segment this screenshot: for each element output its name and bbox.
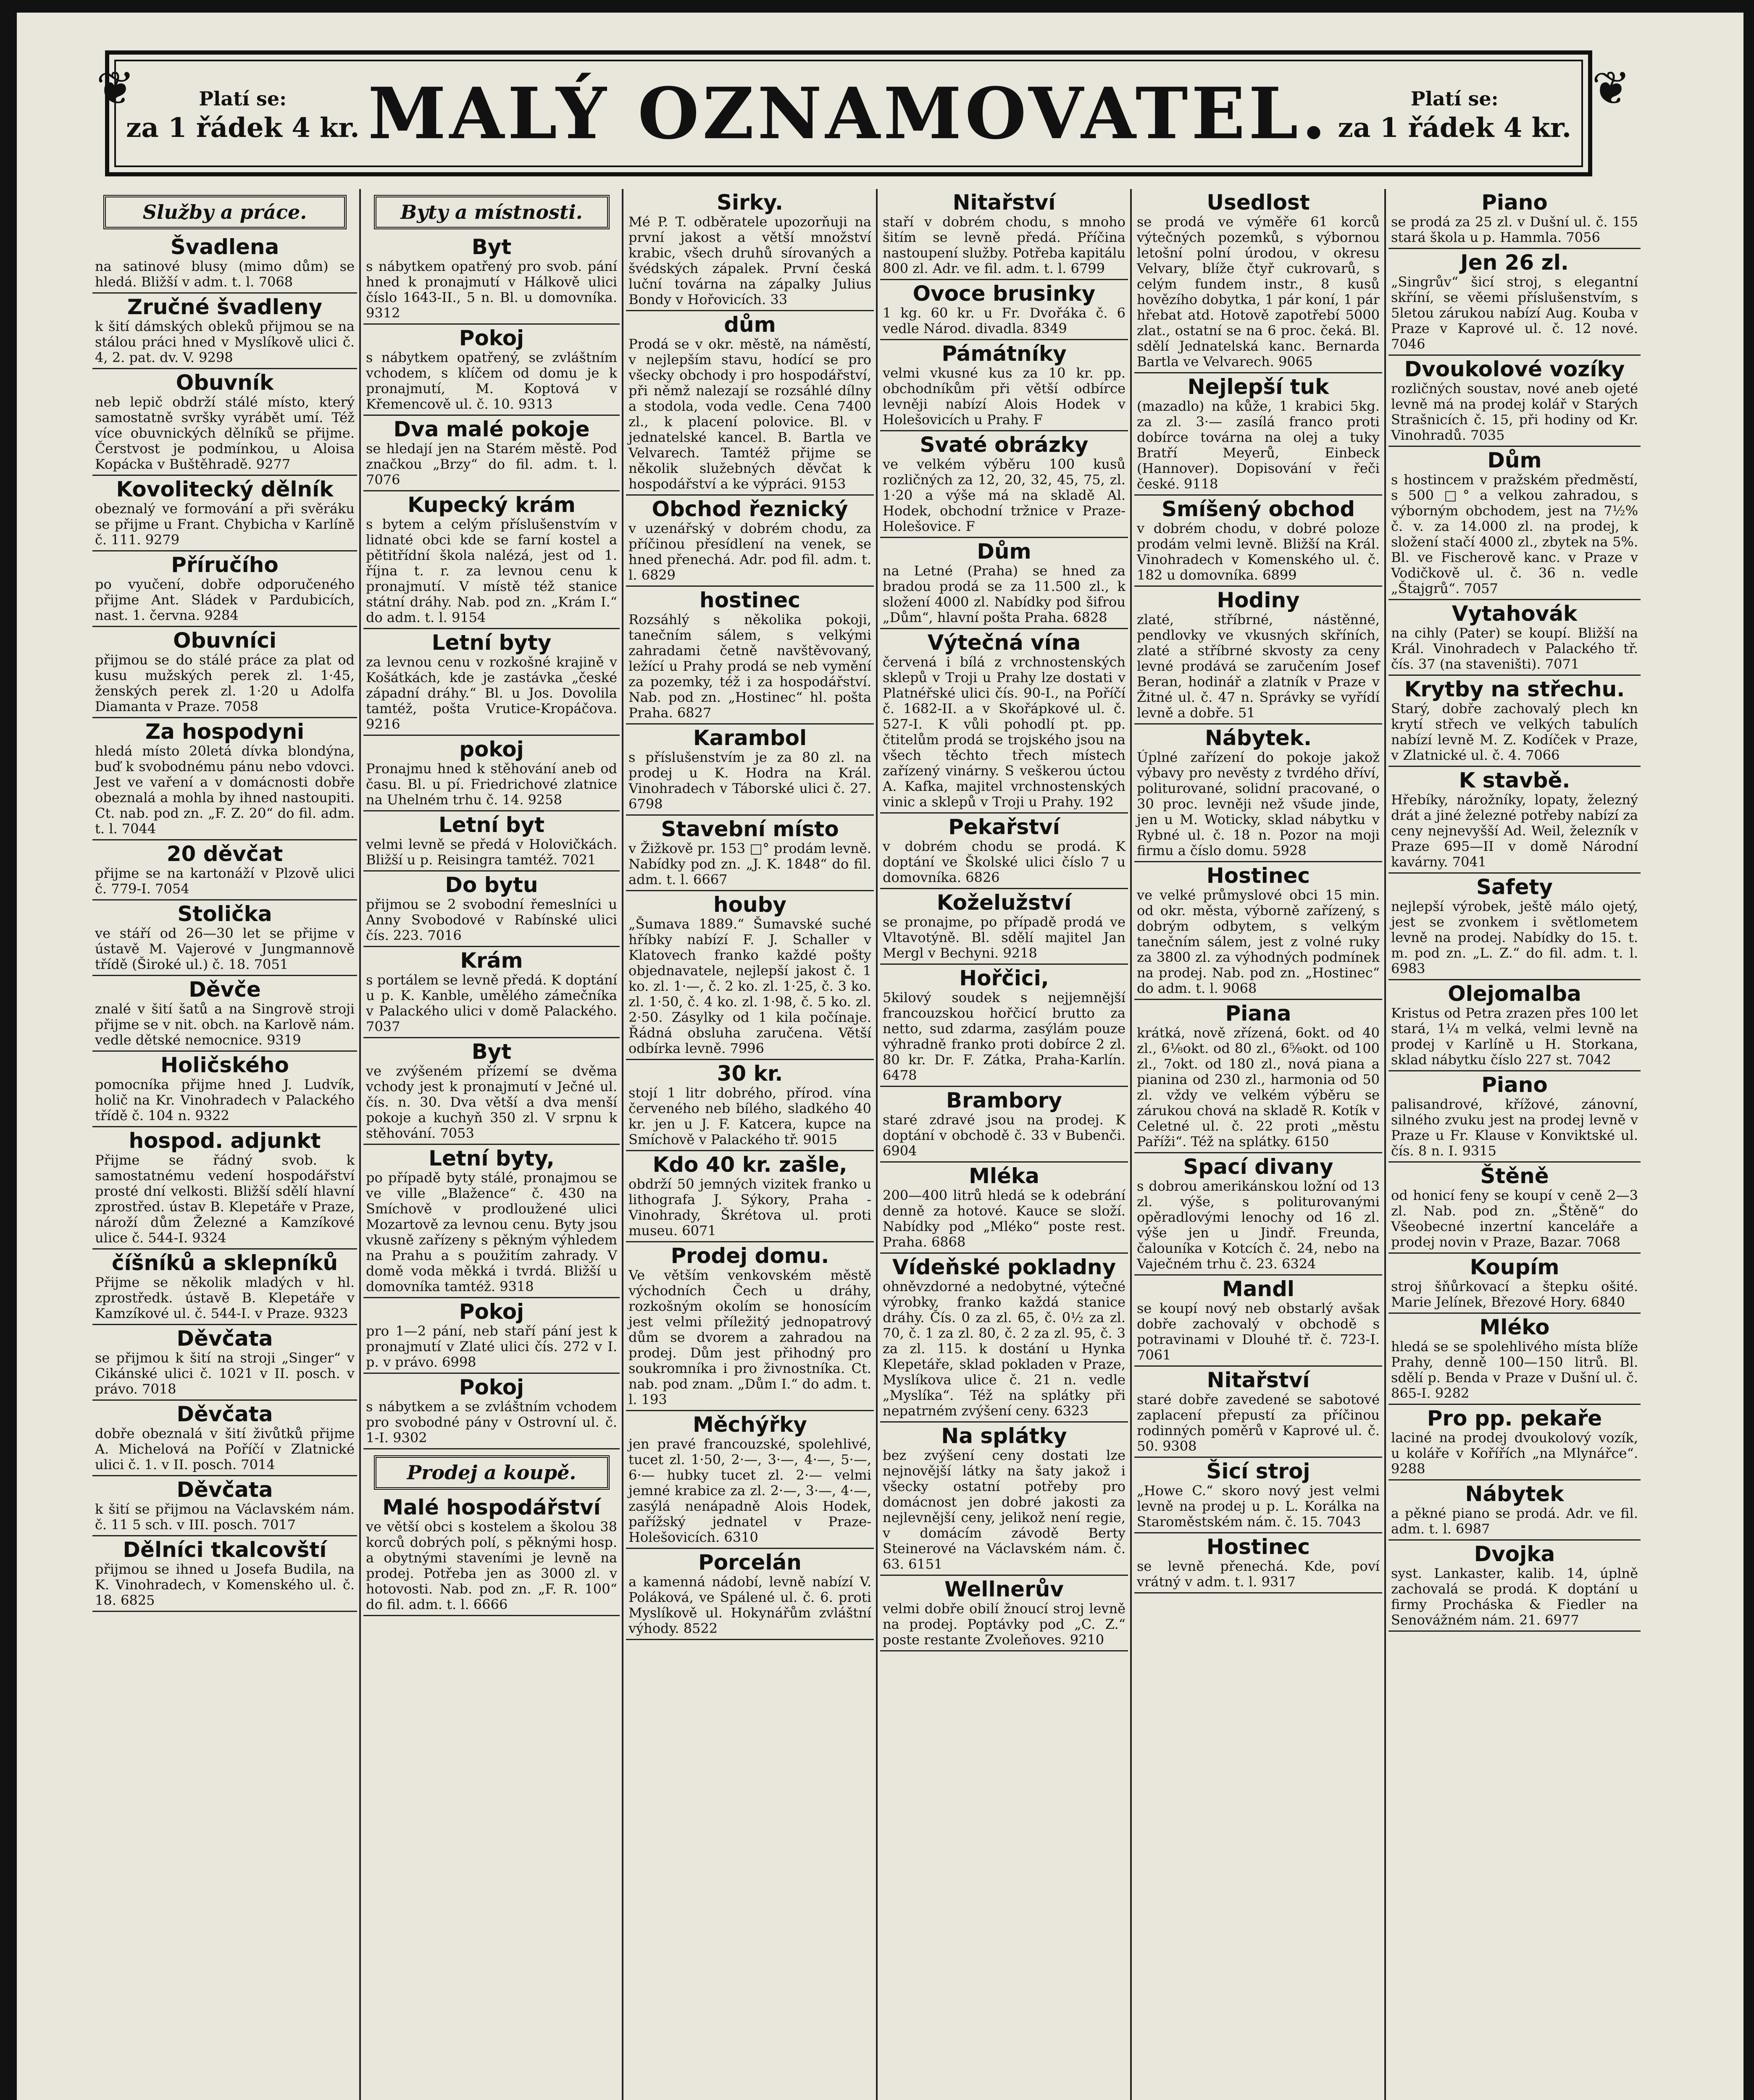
ad-title: Wellnerův (944, 1577, 1064, 1601)
ad-title: 20 děvčat (166, 842, 283, 866)
classified-ad (880, 965, 1128, 1087)
ad-text: Kristus od Petra zrazen přes 100 let stará, 1¼ m velká, velmi levně na prodej v Karlíně u H. Storkana, sklad nábytku číslo 227 st. 7042 (1391, 1005, 1638, 1068)
classified-ad (1388, 1541, 1641, 1632)
classified-ad (92, 551, 357, 627)
classified-ad (363, 416, 620, 491)
classified-ad (1388, 767, 1641, 874)
classified-ad (1134, 862, 1382, 1000)
ad-text: Rozsáhlý s několika pokoji, tanečním sálem, s velkými zahradami četně navštěvovaný, ležící u Prahy prodá se neb vymění za pozemky, též i za hospodářství. Nab. pod zn. „Hostinec“ hl. pošta Praha. 6827 (628, 612, 871, 721)
classified-ad (1388, 1071, 1641, 1163)
ad-title: Dělníci tkalcovští (123, 1538, 327, 1562)
ad-text: na cihly (Pater) se koupí. Bližší na Král. Vinohradech v Palackého tř. čís. 37 (na staveništi). 7071 (1391, 625, 1638, 672)
classified-ad (363, 1494, 620, 1616)
ad-title: Dům (977, 539, 1031, 564)
ad-text: stojí 1 litr dobrého, přírod. vína červeného neb bílého, sladkého 40 kr. jen u J. F. Katcera, kupce na Smíchově v Palackého tř. 9015 (628, 1085, 871, 1147)
column-2 (363, 189, 620, 2100)
classified-ad (1388, 1405, 1641, 1480)
classified-ad (1388, 980, 1641, 1071)
classified-ad (626, 1242, 874, 1411)
ad-title: Vytahovák (1452, 601, 1578, 626)
column-rule (359, 189, 361, 2100)
rate-right-top: Platí se: (1410, 87, 1499, 110)
ad-text: bez zvýšení ceny dostati lze nejnovější látky na šaty jakož i všecky ostatní potřeby pro domácnost jen dobré jakosti za nejlevnější ceny, jelikož není regie, v domácím závodě Berty Steinerové na Václavském nám. č. 63. 6151 (883, 1447, 1126, 1572)
classified-ad (1388, 676, 1641, 767)
ad-title: Obuvník (176, 370, 274, 395)
classified-ad (1388, 600, 1641, 676)
ad-title: Nitařství (1207, 1368, 1310, 1392)
ad-title: Vídeňské pokladny (892, 1255, 1116, 1279)
ad-title: Za hospodyni (145, 719, 305, 744)
ad-title: Prodej domu. (671, 1244, 829, 1268)
classified-ad (1134, 189, 1382, 373)
ad-title: Zručné švadleny (127, 295, 323, 319)
ad-text: s příslušenstvím je za 80 zl. na prodej u K. Hodra na Král. Vinohradech v Táborské ulici č. 27. 6798 (628, 749, 871, 812)
column-rule (1384, 189, 1386, 2100)
ad-title: Obuvníci (173, 628, 276, 653)
ad-text: se levně přenechá. Kde, poví vrátný v adm. t. l. 9317 (1137, 1558, 1380, 1590)
ad-text: Přijme se několik mladých v hl. zprostředk. ústavě B. Klepetáře v Kamzíkové ul. č. 544-I. v Praze. 9323 (95, 1274, 355, 1321)
ad-title: Porcelán (698, 1550, 802, 1575)
ad-title: Holičského (160, 1053, 289, 1077)
classified-ad (1388, 447, 1641, 600)
ad-text: dobře obeznalá v šití živůtků přijme A. Michelová na Poříčí v Zlatnické ulici č. 1. v II. posch. 7014 (95, 1425, 355, 1473)
classified-ad (1134, 1153, 1382, 1276)
ad-title: Děvčata (176, 1402, 273, 1426)
ad-title: Pokoj (459, 326, 524, 350)
classified-ad (92, 476, 357, 551)
ad-title: Pro pp. pekaře (1427, 1406, 1602, 1431)
ad-title: Svaté obrázky (920, 433, 1089, 457)
ad-text: od honicí feny se koupí v ceně 2—3 zl. Nab. pod zn. „Štěně“ do Všeobecné inzertní kanceláře a prodej novin v Praze, Bazar. 7068 (1391, 1187, 1638, 1250)
classified-ad (880, 431, 1128, 538)
ad-title: Usedlost (1207, 190, 1310, 215)
classified-ad (92, 1536, 357, 1612)
classified-ad (92, 294, 357, 369)
ad-text: staří v dobrém chodu, s mnoho šitím se levně předá. Příčina nastoupení služby. Potřeba kapitálu 800 zl. Adr. ve fil. adm. t. l. 6799 (883, 214, 1126, 276)
classified-ad (1134, 496, 1382, 587)
classified-ad (92, 1325, 357, 1401)
classified-ad (880, 1576, 1128, 1651)
classified-ad (1134, 1533, 1382, 1593)
ad-text: zlaté, stříbrné, nástěnné, pendlovky ve vkusných skříních, zlaté a stříbrné skvosty za ceny levné prodává se zaručením Josef Beran, hodinář a zlatník v Praze v Žitné ul. č. 47 n. Správky se vyřídí levně a dobře. 51 (1137, 612, 1380, 721)
classified-ad (1388, 1480, 1641, 1541)
ad-text: krátká, nově zřízená, 6okt. od 40 zl., 6⅛okt. od 80 zl., 6⅝okt. od 100 zl., 7okt. od 180 zl., nová piana a pianina od 230 zl., harmonia od 50 zl. vždy ve velkém výběru se zárukou chová na skladě R. Kotík v Celetné ul. č. 22 proti „městu Paříži“. Též na splátky. 6150 (1137, 1025, 1380, 1150)
classified-ad (92, 976, 357, 1052)
ad-text: ve velkém výběru 100 kusů rozličných za 12, 20, 32, 45, 75, zl. 1·20 a výše má na skladě Al. Hodek, obchodní tržnice v Praze-Holešovice. F (883, 456, 1126, 534)
ad-text: hledá se se spolehlivého místa blíže Prahy, denně 100—150 litrů. Bl. sdělí p. Benda v Praze v Dušní ul. č. 865-I. 9282 (1391, 1339, 1638, 1401)
ad-title: Letní byt (438, 813, 545, 837)
classified-ad (880, 889, 1128, 965)
ad-title: Malé hospodářství (382, 1495, 601, 1520)
rate-right (1338, 84, 1571, 143)
classified-ad (626, 816, 874, 891)
ad-text: jen pravé francouzské, spolehlivé, tucet zl. 1·50, 2·—, 3·—, 4·—, 5·—, 6·— hubky tucet zl. 2·— velmi jemné krabice za zl. 2·—, 3·—, 4·—, zasýlá nenápadně Alois Hodek, pařížský jednatel v Praze-Holešovicích. 6310 (628, 1436, 871, 1545)
ad-title: Dům (1487, 448, 1542, 472)
classified-ad (880, 814, 1128, 889)
ad-text: za levnou cenu v rozkošné krajině v Košátkách, kde je zastávka „české západní dráhy.“ Bl. u Jos. Dovolila tamtéž, pošta Vrutice-Kropáčova. 9216 (366, 654, 617, 732)
classified-ad (363, 491, 620, 629)
ad-text: přijme se na kartonáží v Plzově ulici č. 779-I. 7054 (95, 865, 355, 897)
ad-text: Mé P. T. odběratele upozorňuji na první jakost a větší množství krabic, všech druhů sírovaných a švédských zápalek. První česká luční továrna na zápalky Julius Bondy v Hořovicích. 33 (628, 214, 871, 307)
classified-ad (92, 900, 357, 976)
ad-text: obdrží 50 jemných vizitek franko u lithografa J. Sýkory, Praha - Vinohrady, Škrétova ul. proti museu. 6071 (628, 1176, 871, 1239)
ad-text: v uzenářský v dobrém chodu, za příčinou přesídlení na venek, se hned přenechá. Adr. pod fil. adm. t. l. 6829 (628, 520, 871, 583)
ad-text: 200—400 litrů hledá se k odebrání denně za hotové. Kauce se složí. Nabídky pod „Mléko“ poste rest. Praha. 6868 (883, 1187, 1126, 1250)
ad-text: po případě byty stálé, pronajmou se ve ville „Blažence“ č. 430 na Smíchově v prodloužené ulici Mozartově za levnou cenu. Byty jsou vkusně zařízeny s pěkným výhledem na Prahu a s použitím zahrady. V domě voda měkká i tvrdá. Bližší u domovníka tamtéž. 9318 (366, 1170, 617, 1294)
classified-ad (363, 1298, 620, 1374)
ad-title: Stavební místo (661, 817, 839, 841)
ad-text: laciné na prodej dvoukolový vozík, u koláře v Kořířích „na Mlynářce“. 9288 (1391, 1430, 1638, 1477)
classified-ad (363, 1374, 620, 1449)
classified-ad (626, 1411, 874, 1549)
ad-title: Byt (471, 235, 512, 259)
ad-title: Pekařství (948, 815, 1060, 839)
ad-title: Děvče (189, 977, 261, 1002)
ad-text: se pronajme, po případě prodá ve Vltavotýně. Bl. sdělí majitel Jan Mergl v Bechyni. 9218 (883, 914, 1126, 961)
ad-title: Mléka (969, 1164, 1039, 1188)
ad-text: Starý, dobře zachovalý plech kn krytí střech ve velkých tabulích nabízí levně M. Z. Kodíček v Praze, v Zlatnické ul. č. 4. 7066 (1391, 701, 1638, 763)
ad-title: Piana (1225, 1001, 1291, 1026)
ad-title: Nábytek. (1204, 726, 1312, 750)
classified-ad (363, 234, 620, 325)
classified-ad (880, 538, 1128, 629)
classified-ad (363, 811, 620, 872)
newspaper-page (17, 13, 1743, 2100)
ad-title: Karambol (693, 726, 807, 750)
classified-ad (1388, 356, 1641, 447)
classified-ad (1134, 587, 1382, 724)
column-rule (876, 189, 878, 2100)
ad-title: Hostinec (1206, 864, 1310, 888)
classified-ad (1388, 189, 1641, 249)
ad-text: (mazadlo) na kůže, 1 krabici 5kg. za zl. 3·— zasílá franco proti dobírce továrna na olej a tuky Bratří Meyerů, Einbeck (Hannover). Dopisování v řeči české. 9118 (1137, 398, 1380, 492)
ad-title: Hodiny (1217, 588, 1300, 612)
ad-title: Brambory (946, 1088, 1062, 1113)
classified-ad (1134, 1458, 1382, 1533)
ad-text: po vyučení, dobře odporučeného přijme Ant. Sládek v Pardubicích, nast. 1. června. 9284 (95, 576, 355, 623)
rate-left-bottom: za 1 řádek 4 kr. (126, 112, 360, 144)
ad-title: K stavbě. (1459, 768, 1570, 793)
classified-ad (363, 1145, 620, 1298)
classified-ad (880, 1087, 1128, 1163)
classified-ad (363, 947, 620, 1038)
classified-ad (92, 234, 357, 294)
ad-text: se hledají jen na Starém městě. Pod značkou „Brzy“ do fil. adm. t. l. 7076 (366, 441, 617, 488)
ad-title: Pokoj (459, 1375, 524, 1399)
ad-text: s bytem a celým příslušenstvím v lidnaté obci kde se farní kostel a pětitřídní škola nalézá, jest od 1. října t. r. za levnou cenu k pronajmutí. V místě též stanice státní dráhy. Nab. pod zn. „Krám I.“ do adm. t. l. 9154 (366, 516, 617, 625)
ad-title: Kdo 40 kr. zašle, (652, 1152, 847, 1177)
ad-text: hledá místo 20letá dívka blondýna, buď k svobodnému pánu nebo vdovci. Jest ve vaření a v domácnosti dobře obeznalá a mohla by ihned nastoupiti. Ct. nab. pod zn. „F. Z. 20“ do fil. adm. t. l. 7044 (95, 743, 355, 837)
ad-text: a kamenná nádobí, levně nabízí V. Poláková, ve Spálené ul. č. 6. proti Myslíkově ul. Hokynářům zvláštní výhody. 8522 (628, 1574, 871, 1636)
ad-title: pokoj (459, 737, 524, 761)
column-6 (1388, 189, 1641, 2100)
ad-title: Stolička (177, 902, 272, 926)
ad-title: Na splátky (941, 1424, 1067, 1448)
ad-text: s portálem se levně předá. K doptání u p. K. Kanble, umělého zámečníka v Palackého ulici v domě Palackého. 7037 (366, 972, 617, 1034)
ad-text: ve stáří od 26—30 let se přijme v ústavě M. Vajerové v Jungmannově třídě (Široké ul.) č. 18. 7051 (95, 925, 355, 972)
ad-text: ve větší obci s kostelem a školou 38 korců dobrých polí, s pěknými hosp. a obytnými staveními je levně na prodej. Potřeba jen as 3000 zl. v hotovosti. Nab. pod zn. „F. R. 100“ do fil. adm. t. l. 6666 (366, 1519, 617, 1612)
classified-ad (880, 189, 1128, 280)
ad-text: Prodá se v okr. městě, na náměstí, v nejlepším stavu, hodící se pro všecky obchody i pro hospodářství, při němž nalezají se rozsáhlé dílny a stodola, voda vedle. Cena 7400 zl., k placení polovice. Bl. v jednatelské kancel. B. Bartla ve Velvarech. Tamtéž přijme se několik služebných děvčat k hospodářství a ke výpráci. 9153 (628, 336, 871, 492)
ad-text: Pronajmu hned k stěhování aneb od času. Bl. u pí. Friedrichové zlatnice na Uhelném trhu č. 14. 9258 (366, 761, 617, 808)
column-rule (1130, 189, 1132, 2100)
classified-ad (1134, 1367, 1382, 1458)
ad-text: s nábytkem opatřený pro svob. pání hned k pronajmutí v Hálkově ulici číslo 1643-II., 5 n. Bl. u domovníka. 9312 (366, 258, 617, 321)
masthead (105, 50, 1592, 176)
ad-title: Kupecký krám (408, 493, 576, 517)
ad-title: Letní byty (431, 630, 552, 655)
ad-text: znalé v šití šatů a na Singrově stroji přijme se v nit. obch. na Karlově nám. vedle dětské nemocnice. 9319 (95, 1001, 355, 1048)
ad-title: Hořčici, (959, 966, 1049, 990)
ad-title: Dva malé pokoje (393, 417, 590, 441)
ad-title: Štěně (1480, 1164, 1549, 1188)
ad-text: 5kilový soudek s nejjemnější francouzskou hořčicí brutto za netto, sud zdarma, zasýlám pouze výhradně franko proti dobírce 2 zl. 80 kr. Dr. F. Zátka, Praha-Karlín. 6478 (883, 990, 1126, 1083)
ad-text: staré dobře zavedené se sabotové zaplacení přepustí za příčinou rodinných poměrů v Kaprové ul. č. 50. 9308 (1137, 1391, 1380, 1454)
ad-text: se prodá ve výměře 61 korců výtečných pozemků, s výbornou letošní polní úrodou, v okresu Velvary, blíže čtyř cukrovarů, s celým fundem instr., 8 kusů hovězího dobytka, 1 pár koní, 1 pár hřebat atd. Hotově zapotřebí 5000 zlat., ostatní se na 6 proc. čeká. Bl. sdělí Jednatelská kanc. Bernarda Bartla ve Velvarech. 9065 (1137, 214, 1380, 370)
ad-title: Děvčata (176, 1478, 273, 1502)
ad-text: přijmou se ihned u Josefa Budila, na K. Vinohradech, v Komenského ul. č. 18. 6825 (95, 1561, 355, 1608)
classified-ad (1134, 373, 1382, 496)
ad-title: Koupím (1470, 1255, 1559, 1279)
ad-title: Koželužství (936, 890, 1072, 915)
rate-left (126, 84, 359, 143)
ad-text: se přijmou k šití na stroji „Singer“ v Cikánské ulici č. 1021 v II. posch. v právo. 7018 (95, 1350, 355, 1397)
classified-ad (1388, 874, 1641, 980)
classified-ad (1388, 249, 1641, 356)
ad-text: nejlepší výrobek, ještě málo ojetý, jest se zvonkem i světlometem levně na prodej. Nabídky do 15. t. m. pod zn. „L. Z.“ do fil. adm. t. l. 6983 (1391, 898, 1638, 976)
ad-title: Smíšený obchod (1161, 497, 1355, 521)
classified-ad (363, 629, 620, 736)
ad-title: Nejlepší tuk (1187, 375, 1329, 399)
ad-text: k šití se přijmou na Václavském nám. č. 11 5 sch. v III. posch. 7017 (95, 1501, 355, 1533)
ad-text: Ve větším venkovském městě východních Čech u dráhy, rozkošným okolím se honosícím jest velmi příležitý jednopatrový dům se dvorem a zahradou na prodej. Dům jest přihodný pro soukromníka i pro živnostníka. Ct. nab. pod znam. „Dům I.“ do adm. t. l. 193 (628, 1267, 871, 1407)
ad-title: Hostinec (1206, 1535, 1310, 1559)
column-1 (92, 189, 357, 2100)
section-services: Služby a práce. (103, 195, 347, 229)
ad-title: Do bytu (445, 873, 538, 897)
page-title: MALÝ OZNAMOVATEL. (368, 72, 1330, 155)
ad-title: Spací divany (1183, 1155, 1333, 1179)
ad-title: houby (713, 892, 786, 917)
classified-ad (1134, 1276, 1382, 1367)
ad-text: v dobrém chodu se prodá. K doptání ve Školské ulici číslo 7 u domovníka. 6826 (883, 838, 1126, 885)
ad-text: stroj šňůrkovací a štepku ošité. Marie Jelínek, Březové Hory. 6840 (1391, 1278, 1638, 1310)
ad-text: a pěkné piano se prodá. Adr. ve fil. adm. t. l. 6987 (1391, 1505, 1638, 1537)
ad-text: velmi dobře obilí žnoucí stroj levně na prodej. Poptávky pod „C. Z.“ poste restante Zvoleňoves. 9210 (883, 1601, 1126, 1648)
ad-text: k šití dámských obleků přijmou se na stálou práci hned v Myslíkově ulici č. 4, 2. pat. dv. V. 9298 (95, 318, 355, 365)
classified-ad (880, 280, 1128, 340)
ad-title: hospod. adjunkt (129, 1129, 321, 1153)
classified-ad (626, 189, 874, 311)
section-sale: Prodej a koupě. (374, 1455, 610, 1490)
classified-ad (626, 891, 874, 1060)
ad-text: ohněvzdorné a nedobytné, výtečné výrobky, franko každá stanice dráhy. Čís. 0 za zl. 65, č. 0½ za zl. 70, č. 1 za zl. 80, č. 2 za zl. 95, č. 3 za zl. 115. k dostání u Hynka Klepetáře, sklad pokladen v Praze, Myslíkova ulice č. 21 n. vedle „Myslíka“. Též na splátky při nepatrném zvýšení ceny. 6323 (883, 1278, 1126, 1419)
ad-title: Nitařství (952, 190, 1056, 215)
ad-text: obeznalý ve formování a při svěráku se přijme u Frant. Chybicha v Karlíně č. 111. 9279 (95, 501, 355, 548)
classified-ad (880, 1163, 1128, 1254)
classified-ad (363, 1038, 620, 1145)
ad-title: Šicí stroj (1206, 1459, 1310, 1483)
classified-ad (363, 736, 620, 811)
classified-ad (626, 1151, 874, 1242)
ad-text: rozličných soustav, nové aneb ojeté levně má na prodej kolář v Starých Strašnicích č. 15, při hodiny od Kr. Vinohradů. 7035 (1391, 381, 1638, 443)
ad-text: palisandrové, křížové, zánovní, silného zvuku jest na prodej levně v Praze u Fr. Klause v Konviktské ul. čís. 8 n. I. 9315 (1391, 1096, 1638, 1159)
classified-ad (92, 1127, 357, 1250)
classified-ad (363, 872, 620, 947)
ornament-left-icon: ❦ (96, 61, 135, 115)
ad-title: Olejomalba (1448, 982, 1581, 1006)
ad-text: 1 kg. 60 kr. u Fr. Dvořáka č. 6 vedle Národ. divadla. 8349 (883, 305, 1126, 336)
classified-ad (92, 627, 357, 718)
ad-text: v dobrém chodu, v dobré poloze prodám velmi levně. Bližší na Král. Vinohradech v Komenského ul. č. 182 u domovníka. 6899 (1137, 520, 1380, 583)
classified-ad (92, 1250, 357, 1325)
ad-text: velmi vkusné kus za 10 kr. pp. obchodníkům při větší odbírce levněji nabízí Alois Hodek v Holešovicích u Prahy. F (883, 365, 1126, 428)
classified-ad (92, 718, 357, 840)
ad-title: Mléko (1479, 1315, 1550, 1339)
ad-title: Dvojka (1474, 1542, 1555, 1566)
classified-ad (92, 1052, 357, 1127)
section-housing: Byty a místnosti. (374, 195, 610, 229)
ad-text: se koupí nový neb obstarlý avšak dobře zachovalý v obchodě s potravinami v Dlouhé tř. č. 723-I. 7061 (1137, 1300, 1380, 1363)
ad-text: „Singrův“ šicí stroj, s elegantní skříní, se věemi příslušenstvím, s 5letou zárukou nabízí Aug. Kouba v Praze v Kaprové ul. č. 12 nové. 7046 (1391, 274, 1638, 352)
column-rule (622, 189, 623, 2100)
ad-title: Safety (1476, 875, 1553, 899)
ad-text: neb lepič obdrží stálé místo, který samostatně svršky vyrábět umí. Též více obuvnických dělníků se přijme. Čerstvost je podmínkou, u Aloisa Kopácka v Buštěhradě. 9277 (95, 394, 355, 472)
ad-text: přijmou se do stálé práce za plat od kusu mužských perek zl. 1·45, ženských perek zl. 1·20 u Adolfa Diamanta v Praze. 7058 (95, 652, 355, 714)
classified-ad (92, 1401, 357, 1476)
ad-title: Příručího (171, 553, 279, 577)
classified-ad (880, 1254, 1128, 1423)
ad-title: Výtečná vína (927, 630, 1081, 655)
ad-text: „Howe C.“ skoro nový jest velmi levně na prodej u p. L. Korálka na Staroměstském nám. č. 15. 7043 (1137, 1483, 1380, 1530)
classified-ad (626, 724, 874, 816)
ad-title: Byt (471, 1040, 512, 1064)
ad-text: Úplné zařízení do pokoje jakož výbavy pro nevěsty z tvrdého dříví, politurované, solidní pracované, o 30 proc. levněji než všude jinde, jen u M. Woticky, sklad nábytku v Rybné ul. č. 18 n. Pozor na moji firmu a číslo domu. 5928 (1137, 749, 1380, 858)
ad-text: „Šumava 1889.“ Šumavské suché hříbky nabízí F. J. Schaller v Klatovech franko každé pošty objednavatele, nejlepší jakost č. 1 ko. zl. 1·—, č. 2 ko. zl. 1·25, č. 3 ko. zl. 1·50, č. 4 ko. zl. 1·98, č. 5 ko. zl. 2·50. Zásylky od 1 kila počínaje. Řádná obsluha zaručena. Větší odbírka levně. 7996 (628, 916, 871, 1056)
ad-title: Krytby na střechu. (1404, 677, 1625, 701)
classified-ad (626, 311, 874, 496)
ad-text: pomocníka přijme hned J. Ludvík, holič na Kr. Vinohradech v Palackého třídě č. 104 n. 9322 (95, 1076, 355, 1124)
ad-title: hostinec (699, 588, 800, 612)
ad-title: Krám (460, 948, 523, 973)
ad-title: Letní byty, (429, 1146, 555, 1171)
ad-text: s hostincem v pražském předměstí, s 500 □° a velkou zahradou, s výborným obchodem, jest na 7½% č. v. za 14.000 zl. na prodej, k složení stačí 4000 zl., zbytek na 5%. Bl. ve Fischerově kanc. v Praze v Vodičkově ul. č. 36 n. vedle „Štajgrů“. 7057 (1391, 472, 1638, 596)
ornament-right-icon: ❦ (1591, 61, 1631, 115)
ad-text: ve velké průmyslové obci 15 min. od okr. města, výborně zařízený, s dobrým odbytem, s velkým tanečním sálem, jest z volné ruky za 3800 zl. za výhodných podmínek na prodej. Nab. pod zn. „Hostinec“ do adm. t. l. 9068 (1137, 887, 1380, 996)
ad-text: syst. Lankaster, kalib. 14, úplně zachovalá se prodá. K doptání u firmy Procháska & Fiedler na Senovážném nám. 21. 6977 (1391, 1565, 1638, 1628)
classified-ad (626, 1060, 874, 1151)
classified-ad (1388, 1314, 1641, 1405)
ad-title: číšníků a sklepníků (111, 1251, 338, 1275)
classified-ad (363, 325, 620, 416)
ad-text: Přijme se řádný svob. k samostatnému vedení hospodářství prosté dní velkosti. Bližší sdělí hlavní zprostřed. ústav B. Klepetáře v Praze, nároží dům Železné a Kamzíkové ulice č. 544-I. 9324 (95, 1152, 355, 1246)
classified-ad (626, 1549, 874, 1640)
classified-ad (92, 369, 357, 476)
ad-title: Ovoce brusinky (913, 281, 1096, 306)
ad-text: přijmou se 2 svobodní řemeslníci u Anny Svobodové v Rabínské ulici čís. 223. 7016 (366, 896, 617, 943)
ad-text: velmi levně se předá v Holovičkách. Bližší u p. Reisingra tamtéž. 7021 (366, 836, 617, 868)
ad-text: červená i bílá z vrchnostenských sklepů v Troji u Prahy lze dostati v Platnéřské ulici čís. 90-I., na Poříčí č. 1682-II. a v Skořápkové ul. č. 527-I. K vůli pohodlí pt. pp. čtitelům prodá se trojského jsou na všech těchto třech místech zařízený vinárny. S veškerou úctou A. Kafka, majitel vrchnostenských vinic a sklepů v Troji u Prahy. 192 (883, 654, 1126, 810)
classified-ad (92, 1476, 357, 1536)
classified-ad (880, 340, 1128, 431)
ad-text: s nábytkem opatřený, se zvláštním vchodem, s klíčem od domu je k pronajmutí, M. Koptová v Křemencově ul. č. 10. 9313 (366, 349, 617, 412)
classified-ad (1134, 724, 1382, 862)
ad-title: Dvoukolové vozíky (1404, 357, 1625, 381)
ad-title: dům (724, 312, 776, 337)
ad-title: Piano (1481, 190, 1548, 215)
ad-text: s nábytkem a se zvláštním vchodem pro svobodné pány v Ostrovní ul. č. 1-I. 9302 (366, 1399, 617, 1446)
ad-text: staré zdravé jsou na prodej. K doptání v obchodě č. 33 v Bubenči. 6904 (883, 1112, 1126, 1159)
classified-ad (1388, 1254, 1641, 1314)
ad-title: Švadlena (170, 235, 279, 259)
classified-ad (880, 1423, 1128, 1576)
ad-title: Obchod řeznický (652, 497, 848, 521)
ad-text: s dobrou amerikánskou ložní od 13 zl. výše, s politurovanými opěradlovými lenochy od 16 zl. výše jen u Jindř. Freunda, čalouníka v Kotcích č. 24, nebo na Vaječném trhu č. 23. 6324 (1137, 1178, 1380, 1272)
ad-title: Pokoj (459, 1299, 524, 1324)
ad-text: v Žižkově pr. 153 □° prodám levně. Nabídky pod zn. „J. K. 1848“ do fil. adm. t. l. 6667 (628, 840, 871, 887)
classified-ad (1134, 1000, 1382, 1153)
rate-right-bottom: za 1 řádek 4 kr. (1338, 112, 1571, 144)
ad-title: 30 kr. (717, 1061, 783, 1086)
ad-text: pro 1—2 pání, neb staří pání jest k pronajmutí v Zlaté ulici čís. 272 v I. p. v právo. 6998 (366, 1323, 617, 1370)
classified-ad (626, 496, 874, 587)
ad-title: Piano (1481, 1073, 1548, 1097)
ad-title: Sirky. (716, 190, 784, 215)
ad-text: na Letné (Praha) se hned za bradou prodá se za 11.500 zl., k složení 4000 zl. Nabídky pod šifrou „Dům“, hlavní pošta Praha. 6828 (883, 563, 1126, 625)
ad-title: Nábytek (1465, 1482, 1564, 1506)
classified-ad (626, 587, 874, 724)
ad-title: Děvčata (176, 1326, 273, 1351)
column-3 (626, 189, 874, 2100)
ad-text: ve zvýšeném přízemí se dvěma vchody jest k pronajmutí v Ječné ul. čís. n. 30. Dva větší a dva menší pokoje a kuchyň 350 zl. V srpnu k stěhování. 7053 (366, 1063, 617, 1141)
ad-title: Jen 26 zl. (1460, 250, 1569, 275)
ad-title: Kovolitecký dělník (116, 477, 334, 501)
ad-text: se prodá za 25 zl. v Dušní ul. č. 155 stará škola u p. Hammla. 7056 (1391, 214, 1638, 245)
classified-ad (880, 629, 1128, 814)
column-4 (880, 189, 1128, 2100)
ad-text: Hřebíky, nárožníky, lopaty, železný drát a jiné železné potřeby nabízí za ceny nejnevyšší Ad. Weil, železník v Praze 695—II v domě Národní kavárny. 7041 (1391, 792, 1638, 870)
classified-ad (92, 840, 357, 900)
classified-ad (1388, 1163, 1641, 1254)
ad-title: Měchýřky (693, 1412, 807, 1437)
ad-title: Mandl (1222, 1277, 1295, 1301)
ad-title: Pámátníky (941, 341, 1067, 366)
column-5 (1134, 189, 1382, 2100)
ad-text: na satinové blusy (mimo dům) se hledá. Bližší v adm. t. l. 7068 (95, 258, 355, 290)
rate-left-top: Platí se: (199, 87, 287, 110)
